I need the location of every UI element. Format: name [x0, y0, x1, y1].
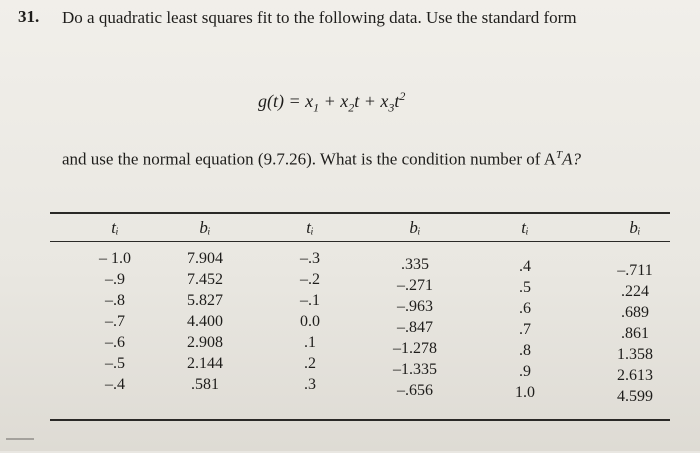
- table-cell: .1: [304, 334, 316, 351]
- table-cell: –.7: [105, 313, 125, 330]
- table-cell: –.3: [300, 250, 320, 267]
- table-header-rule: [50, 241, 670, 242]
- table-cell: .2: [304, 355, 316, 372]
- question-end: A?: [562, 149, 582, 169]
- formula-part: t + x: [354, 91, 389, 111]
- problem-question: [62, 144, 672, 171]
- table-cell: 1.358: [617, 346, 653, 363]
- table-cell: –1.278: [393, 340, 437, 357]
- table-bottom-rule: [50, 419, 670, 421]
- column-values: [70, 248, 160, 395]
- table-cell: .4: [519, 258, 531, 275]
- table-cell: –.5: [105, 355, 125, 372]
- column-values: [265, 248, 355, 395]
- table-cell: .7: [519, 321, 531, 338]
- column-values: [160, 248, 250, 395]
- column-values: [590, 260, 680, 407]
- column-values: [480, 256, 570, 403]
- formula-subscript: 2: [348, 100, 355, 115]
- table-cell: –.1: [300, 292, 320, 309]
- table-cell: .581: [191, 376, 219, 393]
- table-cell: –.9: [105, 271, 125, 288]
- table-cell: .224: [621, 283, 649, 300]
- column-header: bᵢ: [199, 218, 211, 237]
- table-cell: –.6: [105, 334, 125, 351]
- column-header: bᵢ: [629, 218, 641, 237]
- table-cell: –.847: [397, 319, 433, 336]
- formula-part: + x: [319, 91, 349, 111]
- table-top-rule: [50, 212, 670, 214]
- table-cell: .6: [519, 300, 531, 317]
- problem-statement: Do a quadratic least squares fit to the following data. Use the standard form: [62, 8, 577, 27]
- table-cell: .5: [519, 279, 531, 296]
- column-header: tᵢ: [111, 218, 119, 237]
- table-cell: 5.827: [187, 292, 223, 309]
- table-cell: –.963: [397, 298, 433, 315]
- table-cell: .861: [621, 325, 649, 342]
- table-cell: –.2: [300, 271, 320, 288]
- transpose-superscript: T: [556, 149, 563, 161]
- table-cell: – 1.0: [99, 250, 131, 267]
- table-cell: 4.599: [617, 388, 653, 405]
- table-cell: .689: [621, 304, 649, 321]
- table-cell: –.8: [105, 292, 125, 309]
- formula-subscript: 1: [313, 100, 320, 115]
- table-cell: –.271: [397, 277, 433, 294]
- table-cell: –.711: [617, 262, 653, 279]
- table-cell: 7.904: [187, 250, 223, 267]
- table-cell: 2.613: [617, 367, 653, 384]
- column-values: [370, 254, 460, 401]
- data-table: [50, 212, 670, 430]
- column-header: tᵢ: [521, 218, 529, 237]
- table-cell: .335: [401, 256, 429, 273]
- question-text: and use the normal equation (9.7.26). What is the condition number of A: [62, 149, 556, 169]
- standard-form-formula: [258, 89, 405, 116]
- formula-part: g(t) = x: [258, 91, 314, 111]
- formula-subscript: 3: [388, 100, 395, 115]
- table-cell: 4.400: [187, 313, 223, 330]
- table-cell: .3: [304, 376, 316, 393]
- formula-superscript: 2: [399, 89, 406, 103]
- problem-number: 31.: [18, 7, 40, 26]
- table-cell: .9: [519, 363, 531, 380]
- table-cell: 0.0: [300, 313, 320, 330]
- formula-part: t: [394, 91, 400, 111]
- table-cell: 7.452: [187, 271, 223, 288]
- table-cell: 1.0: [515, 384, 535, 401]
- table-cell: 2.144: [187, 355, 223, 372]
- column-header: tᵢ: [306, 218, 314, 237]
- table-cell: 2.908: [187, 334, 223, 351]
- table-cell: –.4: [105, 376, 125, 393]
- table-cell: .8: [519, 342, 531, 359]
- column-header: bᵢ: [409, 218, 421, 237]
- table-cell: –1.335: [393, 361, 437, 378]
- table-cell: –.656: [397, 382, 433, 399]
